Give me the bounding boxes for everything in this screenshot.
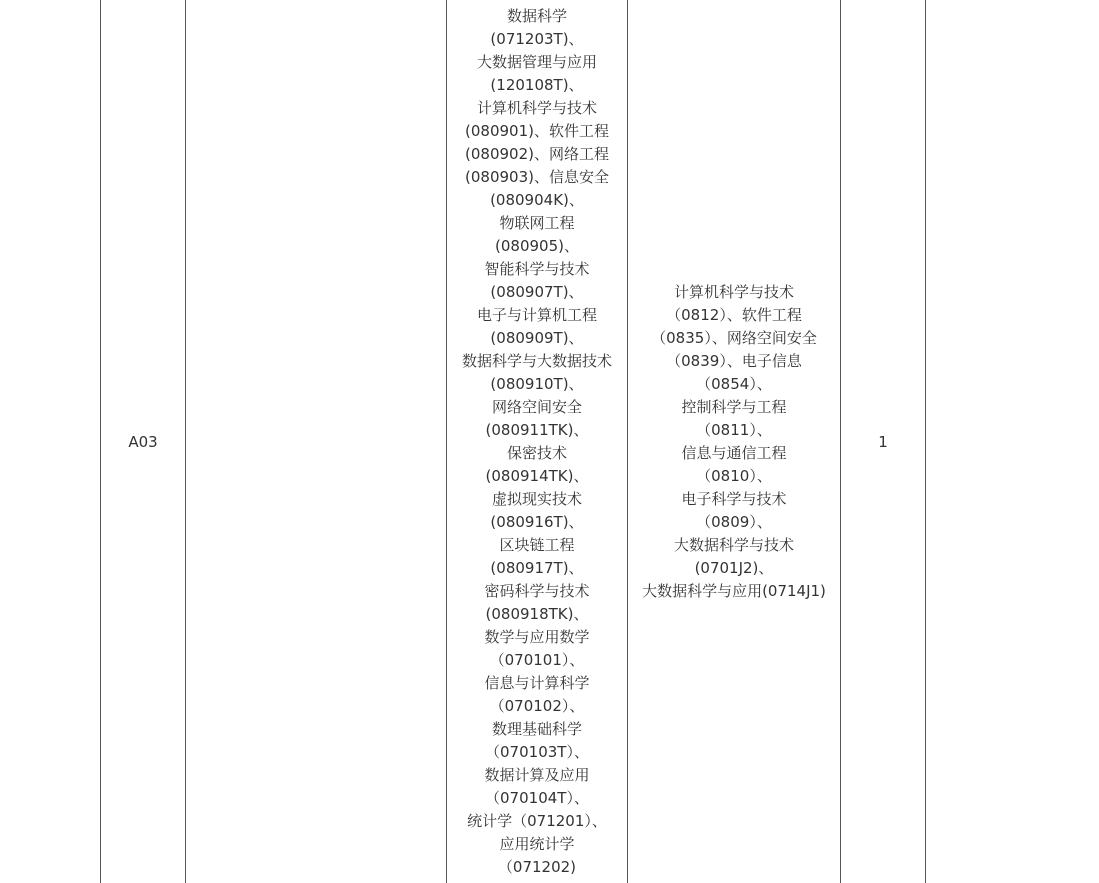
undergraduate-major-line: (080917T)、 — [490, 559, 584, 577]
undergraduate-major-line: 应用统计学 — [499, 835, 575, 853]
graduate-major-line: 大数据科学与技术 — [673, 535, 794, 554]
undergraduate-majors-list — [462, 0, 612, 879]
graduate-major-line: （0811）、 — [696, 420, 772, 439]
graduate-major-line: （0812）、软件工程 — [666, 305, 802, 324]
undergraduate-major-line: （070102）、 — [489, 697, 585, 715]
undergraduate-major-line: 密码科学与技术 — [484, 582, 590, 600]
graduate-major-line: （0835）、网络空间安全 — [651, 328, 817, 347]
undergraduate-major-line: (080904K)、 — [490, 191, 584, 209]
undergraduate-major-line: 大数据管理与应用 — [476, 53, 597, 71]
undergraduate-major-line: 保密技术 — [506, 444, 567, 462]
undergraduate-major-line: 数据计算及应用 — [484, 766, 590, 784]
graduate-major-line: 电子科学与技术 — [681, 489, 787, 508]
graduate-major-line: (0701J2)、 — [694, 558, 774, 577]
graduate-major-line: 控制科学与工程 — [681, 397, 787, 416]
undergraduate-major-line: （071202) — [497, 858, 577, 876]
undergraduate-major-line: 统计学（071201）、 — [467, 812, 607, 830]
undergraduate-major-line: 信息与计算科学 — [484, 674, 590, 692]
graduate-major-line: （0810）、 — [696, 466, 772, 485]
undergraduate-major-line: 数据科学 — [506, 7, 567, 25]
undergraduate-major-line: (080910T)、 — [490, 375, 584, 393]
graduate-major-line: 大数据科学与应用(0714J1) — [642, 581, 826, 600]
graduate-major-line: 计算机科学与技术 — [673, 282, 794, 301]
undergraduate-major-line: 区块链工程 — [499, 536, 575, 554]
position-code-cell — [101, 0, 185, 883]
graduate-major-line: （0854）、 — [696, 374, 772, 393]
undergraduate-major-line: 物联网工程 — [499, 214, 575, 232]
graduate-major-line: 信息与通信工程 — [681, 443, 787, 462]
undergraduate-major-line: 数理基础科学 — [491, 720, 582, 738]
undergraduate-major-line: (071203T)、 — [490, 30, 584, 48]
graduate-majors-cell — [628, 0, 840, 883]
undergraduate-majors-cell — [447, 0, 627, 883]
undergraduate-major-line: (080911TK)、 — [485, 421, 589, 439]
undergraduate-major-line: 虚拟现实技术 — [491, 490, 582, 508]
undergraduate-major-line: (080907T)、 — [490, 283, 584, 301]
undergraduate-major-line: 数学与应用数学 — [484, 628, 590, 646]
undergraduate-major-line: (080909T)、 — [490, 329, 584, 347]
column-divider — [925, 0, 926, 883]
undergraduate-major-line: （070104T）、 — [485, 789, 589, 807]
undergraduate-major-line: (080918TK)、 — [485, 605, 589, 623]
undergraduate-major-line: (080901)、软件工程 — [465, 122, 609, 140]
undergraduate-major-line: 网络空间安全 — [491, 398, 582, 416]
undergraduate-major-line: 计算机科学与技术 — [476, 99, 597, 117]
undergraduate-major-line: (080916T)、 — [490, 513, 584, 531]
undergraduate-major-line: 数据科学与大数据技术 — [461, 352, 612, 370]
undergraduate-major-line: (080903)、信息安全 — [465, 168, 609, 186]
undergraduate-major-line: (080914TK)、 — [485, 467, 589, 485]
graduate-majors-list — [642, 281, 826, 603]
undergraduate-major-line: （070103T）、 — [485, 743, 589, 761]
recruit-count: 1 — [878, 432, 888, 451]
undergraduate-major-line: (080905)、 — [495, 237, 579, 255]
undergraduate-major-line: 电子与计算机工程 — [476, 306, 597, 324]
graduate-major-line: （0839）、电子信息 — [666, 351, 802, 370]
undergraduate-major-line: （070101）、 — [489, 651, 585, 669]
undergraduate-major-line: 智能科学与技术 — [484, 260, 590, 278]
position-code: A03 — [128, 432, 158, 451]
graduate-major-line: （0809）、 — [696, 512, 772, 531]
empty-cell — [186, 0, 446, 883]
undergraduate-major-line: (080902)、网络工程 — [465, 145, 609, 163]
recruit-count-cell — [841, 0, 925, 883]
undergraduate-major-line: (120108T)、 — [490, 76, 584, 94]
